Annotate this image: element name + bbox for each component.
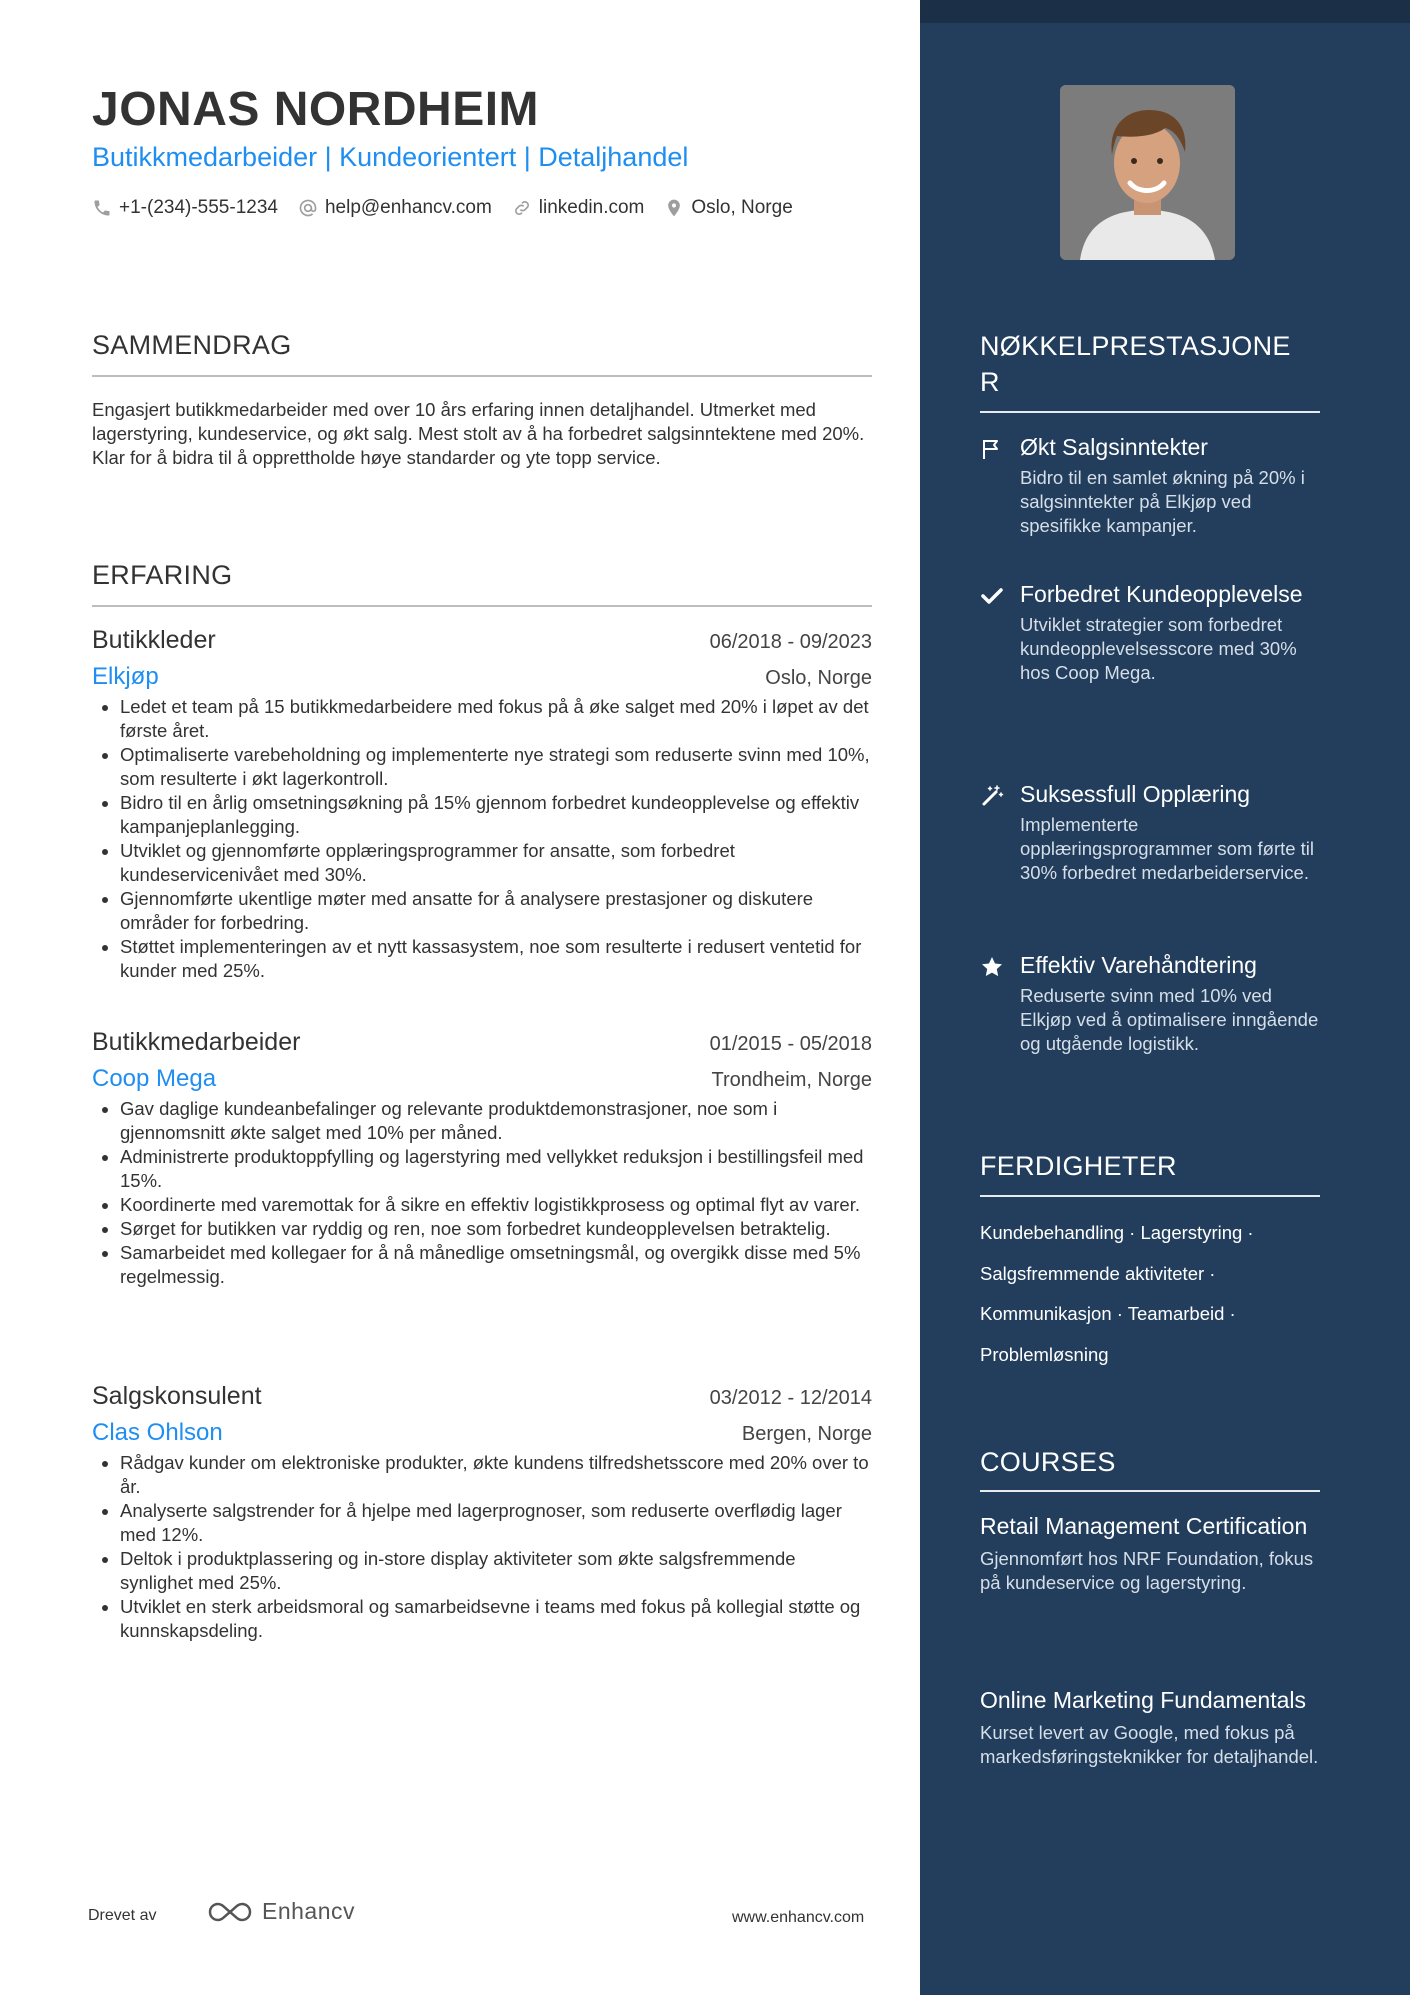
phone-icon: [92, 198, 112, 218]
course-title: Online Marketing Fundamentals: [980, 1687, 1306, 1713]
achievement-item: [980, 580, 1320, 685]
course-desc: Gjennomført hos NRF Foundation, fokus på kundeservice og lagerstyring.: [980, 1548, 1314, 1593]
job-title: Butikkmedarbeider: [92, 1028, 301, 1056]
headline: Butikkmedarbeider | Kundeorientert | Detaljhandel: [92, 142, 689, 172]
job-company: Clas Ohlson: [92, 1419, 223, 1446]
job-bullets: [92, 1097, 872, 1289]
achievement-title: Effektiv Varehåndtering: [1020, 952, 1257, 978]
location-text: Oslo, Norge: [691, 197, 793, 218]
achievement-title: Økt Salgsinntekter: [1020, 434, 1208, 460]
summary-divider: [92, 375, 872, 377]
bullet-item: • Administrerte produktoppfylling og lagerstyring med vellykket reduksjon i bestillingsfeil med 15%.: [120, 1145, 872, 1193]
achievement-desc: Bidro til en samlet økning på 20% i salgsinntekter på Elkjøp ved spesifikke kampanjer.: [1020, 467, 1305, 536]
profile-photo: [1060, 85, 1235, 260]
course-item: [980, 1686, 1320, 1769]
bullet-item: • Støttet implementeringen av et nytt kassasystem, noe som resulterte i redusert ventetid for kunder med 25%.: [120, 935, 872, 983]
job-title: Butikkleder: [92, 626, 216, 654]
job-location: Oslo, Norge: [765, 667, 872, 689]
courses-title: COURSES: [980, 1447, 1116, 1477]
sidebar-top-bar: [920, 0, 1410, 23]
job-location: Trondheim, Norge: [711, 1069, 872, 1091]
powered-by-label: Drevet av: [88, 1907, 157, 1924]
skills-list: Kundebehandling · Lagerstyring · Salgsfremmende aktiviteter · Kommunikasjon · Teamarbeid · Problemløsning: [980, 1222, 1254, 1365]
bullet-item: • Gjennomførte ukentlige møter med ansatte for å analysere prestasjoner og diskutere områder for forbedring.: [120, 887, 872, 935]
achievements-title: [980, 328, 1320, 400]
email-text[interactable]: help@enhancv.com: [324, 197, 492, 218]
skill-item: Salgsfremmende aktiviteter: [980, 1262, 1205, 1284]
link-icon: [512, 198, 532, 218]
achievement-desc: Implementerte opplæringsprogrammer som førte til 30% forbedret medarbeiderservice.: [1020, 814, 1315, 883]
course-desc: Kurset levert av Google, med fokus på markedsføringsteknikker for detaljhandel.: [980, 1722, 1319, 1767]
job-dates: 06/2018 - 09/2023: [709, 631, 872, 653]
at-icon: [298, 198, 318, 218]
achievement-item: [980, 951, 1320, 1056]
enhancv-logo-text: Enhancv: [262, 1898, 356, 1924]
summary-text: Engasjert butikkmedarbeider med over 10 års erfaring innen detaljhandel. Utmerket med lagerstyring, kundeservice, og økt salg. Mest stolt av å ha forbedret salgsinntektene med 20%. Klar for å bidra til å opprettholde høye standarder og yte topp service.: [92, 399, 865, 468]
job-dates: 03/2012 - 12/2014: [709, 1387, 872, 1409]
skills-divider: [980, 1195, 1320, 1197]
bullet-item: • Samarbeidet med kollegaer for å nå månedlige omsetningsmål, og overgikk disse med 5% regelmessig.: [120, 1241, 872, 1289]
check-icon: [980, 584, 1004, 608]
contact-phone: [92, 197, 278, 219]
job-bullets: [92, 695, 872, 983]
skill-item: Teamarbeid: [1127, 1303, 1225, 1324]
star-icon: [980, 955, 1004, 979]
bullet-item: • Koordinerte med varemottak for å sikre en effektiv logistikkprosess og optimal flyt av varer.: [120, 1193, 872, 1217]
courses-divider: [980, 1490, 1320, 1492]
job-company: Elkjøp: [92, 663, 159, 690]
achievement-title: Suksessfull Opplæring: [1020, 781, 1251, 807]
skill-item: Lagerstyring: [1140, 1222, 1243, 1243]
skill-item: Kommunikasjon: [980, 1303, 1112, 1324]
contact-linkedin[interactable]: [512, 197, 645, 219]
achievements-divider: [980, 411, 1320, 413]
avatar-portrait: [1060, 85, 1235, 260]
candidate-name: JONAS NORDHEIM: [92, 83, 540, 136]
course-item: [980, 1512, 1320, 1595]
skill-item: Kundebehandling: [980, 1222, 1125, 1243]
job-company: Coop Mega: [92, 1065, 217, 1092]
bullet-item: • Sørget for butikken var ryddig og ren, noe som forbedret kundeopplevelsen betraktelig.: [120, 1217, 872, 1241]
bullet-item: • Optimaliserte varebeholdning og implementerte nye strategi som reduserte svinn med 10%, som resulterte i økt lagerkontroll.: [120, 743, 872, 791]
phone-text: +1-(234)-555-1234: [119, 197, 278, 218]
contact-location: [664, 197, 792, 219]
achievement-item: [980, 780, 1320, 885]
bullet-item: • Ledet et team på 15 butikkmedarbeidere med fokus på å øke salget med 20% i løpet av det første året.: [120, 695, 872, 743]
job-entry: [92, 1382, 872, 1643]
linkedin-text[interactable]: linkedin.com: [538, 197, 645, 218]
summary-title: SAMMENDRAG: [92, 330, 292, 360]
enhancv-logo[interactable]: [206, 1898, 355, 1925]
course-title: Retail Management Certification: [980, 1513, 1308, 1539]
magic-wand-icon: [980, 784, 1004, 808]
enhancv-logo-icon: [206, 1899, 254, 1925]
contact-email[interactable]: [298, 197, 492, 219]
job-title: Salgskonsulent: [92, 1382, 262, 1410]
job-entry: [92, 626, 872, 983]
achievement-desc: Utviklet strategier som forbedret kundeopplevelsesscore med 30% hos Coop Mega.: [1020, 614, 1297, 683]
sidebar: [920, 0, 1410, 1995]
footer-url[interactable]: www.enhancv.com: [732, 1909, 865, 1926]
bullet-item: • Bidro til en årlig omsetningsøkning på 15% gjennom forbedret kundeopplevelse og effektiv kampanjeplanlegging.: [120, 791, 872, 839]
achievement-desc: Reduserte svinn med 10% ved Elkjøp ved å optimalisere inngående og utgående logistikk.: [1020, 985, 1319, 1054]
job-dates: 01/2015 - 05/2018: [709, 1033, 872, 1055]
flag-icon: [980, 437, 1004, 461]
achievement-title: Forbedret Kundeopplevelse: [1020, 581, 1303, 607]
bullet-item: • Deltok i produktplassering og in-store display aktiviteter som økte salgsfremmende synlighet med 25%.: [120, 1547, 872, 1595]
job-location: Bergen, Norge: [741, 1423, 872, 1445]
job-bullets: [92, 1451, 872, 1643]
achievement-item: [980, 433, 1320, 538]
bullet-item: • Analyserte salgstrender for å hjelpe med lagerprognoser, som reduserte overflødig lager med 12%.: [120, 1499, 872, 1547]
achievements-title-line2: R: [980, 367, 1000, 397]
experience-title: ERFARING: [92, 560, 233, 590]
skill-item: Problemløsning: [980, 1343, 1109, 1365]
achievements-title-line1: NØKKELPRESTASJONE: [980, 331, 1291, 361]
bullet-item: • Utviklet og gjennomførte opplæringsprogrammer for ansatte, som forbedret kundeservicenivået med 30%.: [120, 839, 872, 887]
job-entry: [92, 1028, 872, 1289]
skills-title: FERDIGHETER: [980, 1151, 1177, 1181]
bullet-item: • Rådgav kunder om elektroniske produkter, økte kundens tilfredshetsscore med 20% over to år.: [120, 1451, 872, 1499]
experience-divider: [92, 605, 872, 607]
bullet-item: • Gav daglige kundeanbefalinger og relevante produktdemonstrasjoner, noe som i gjennomsnitt økte salget med 10% per måned.: [120, 1097, 872, 1145]
contact-info: [92, 197, 793, 219]
location-pin-icon: [664, 198, 684, 218]
bullet-item: • Utviklet en sterk arbeidsmoral og samarbeidsevne i teams med fokus på kollegial støtte og kunnskapsdeling.: [120, 1595, 872, 1643]
